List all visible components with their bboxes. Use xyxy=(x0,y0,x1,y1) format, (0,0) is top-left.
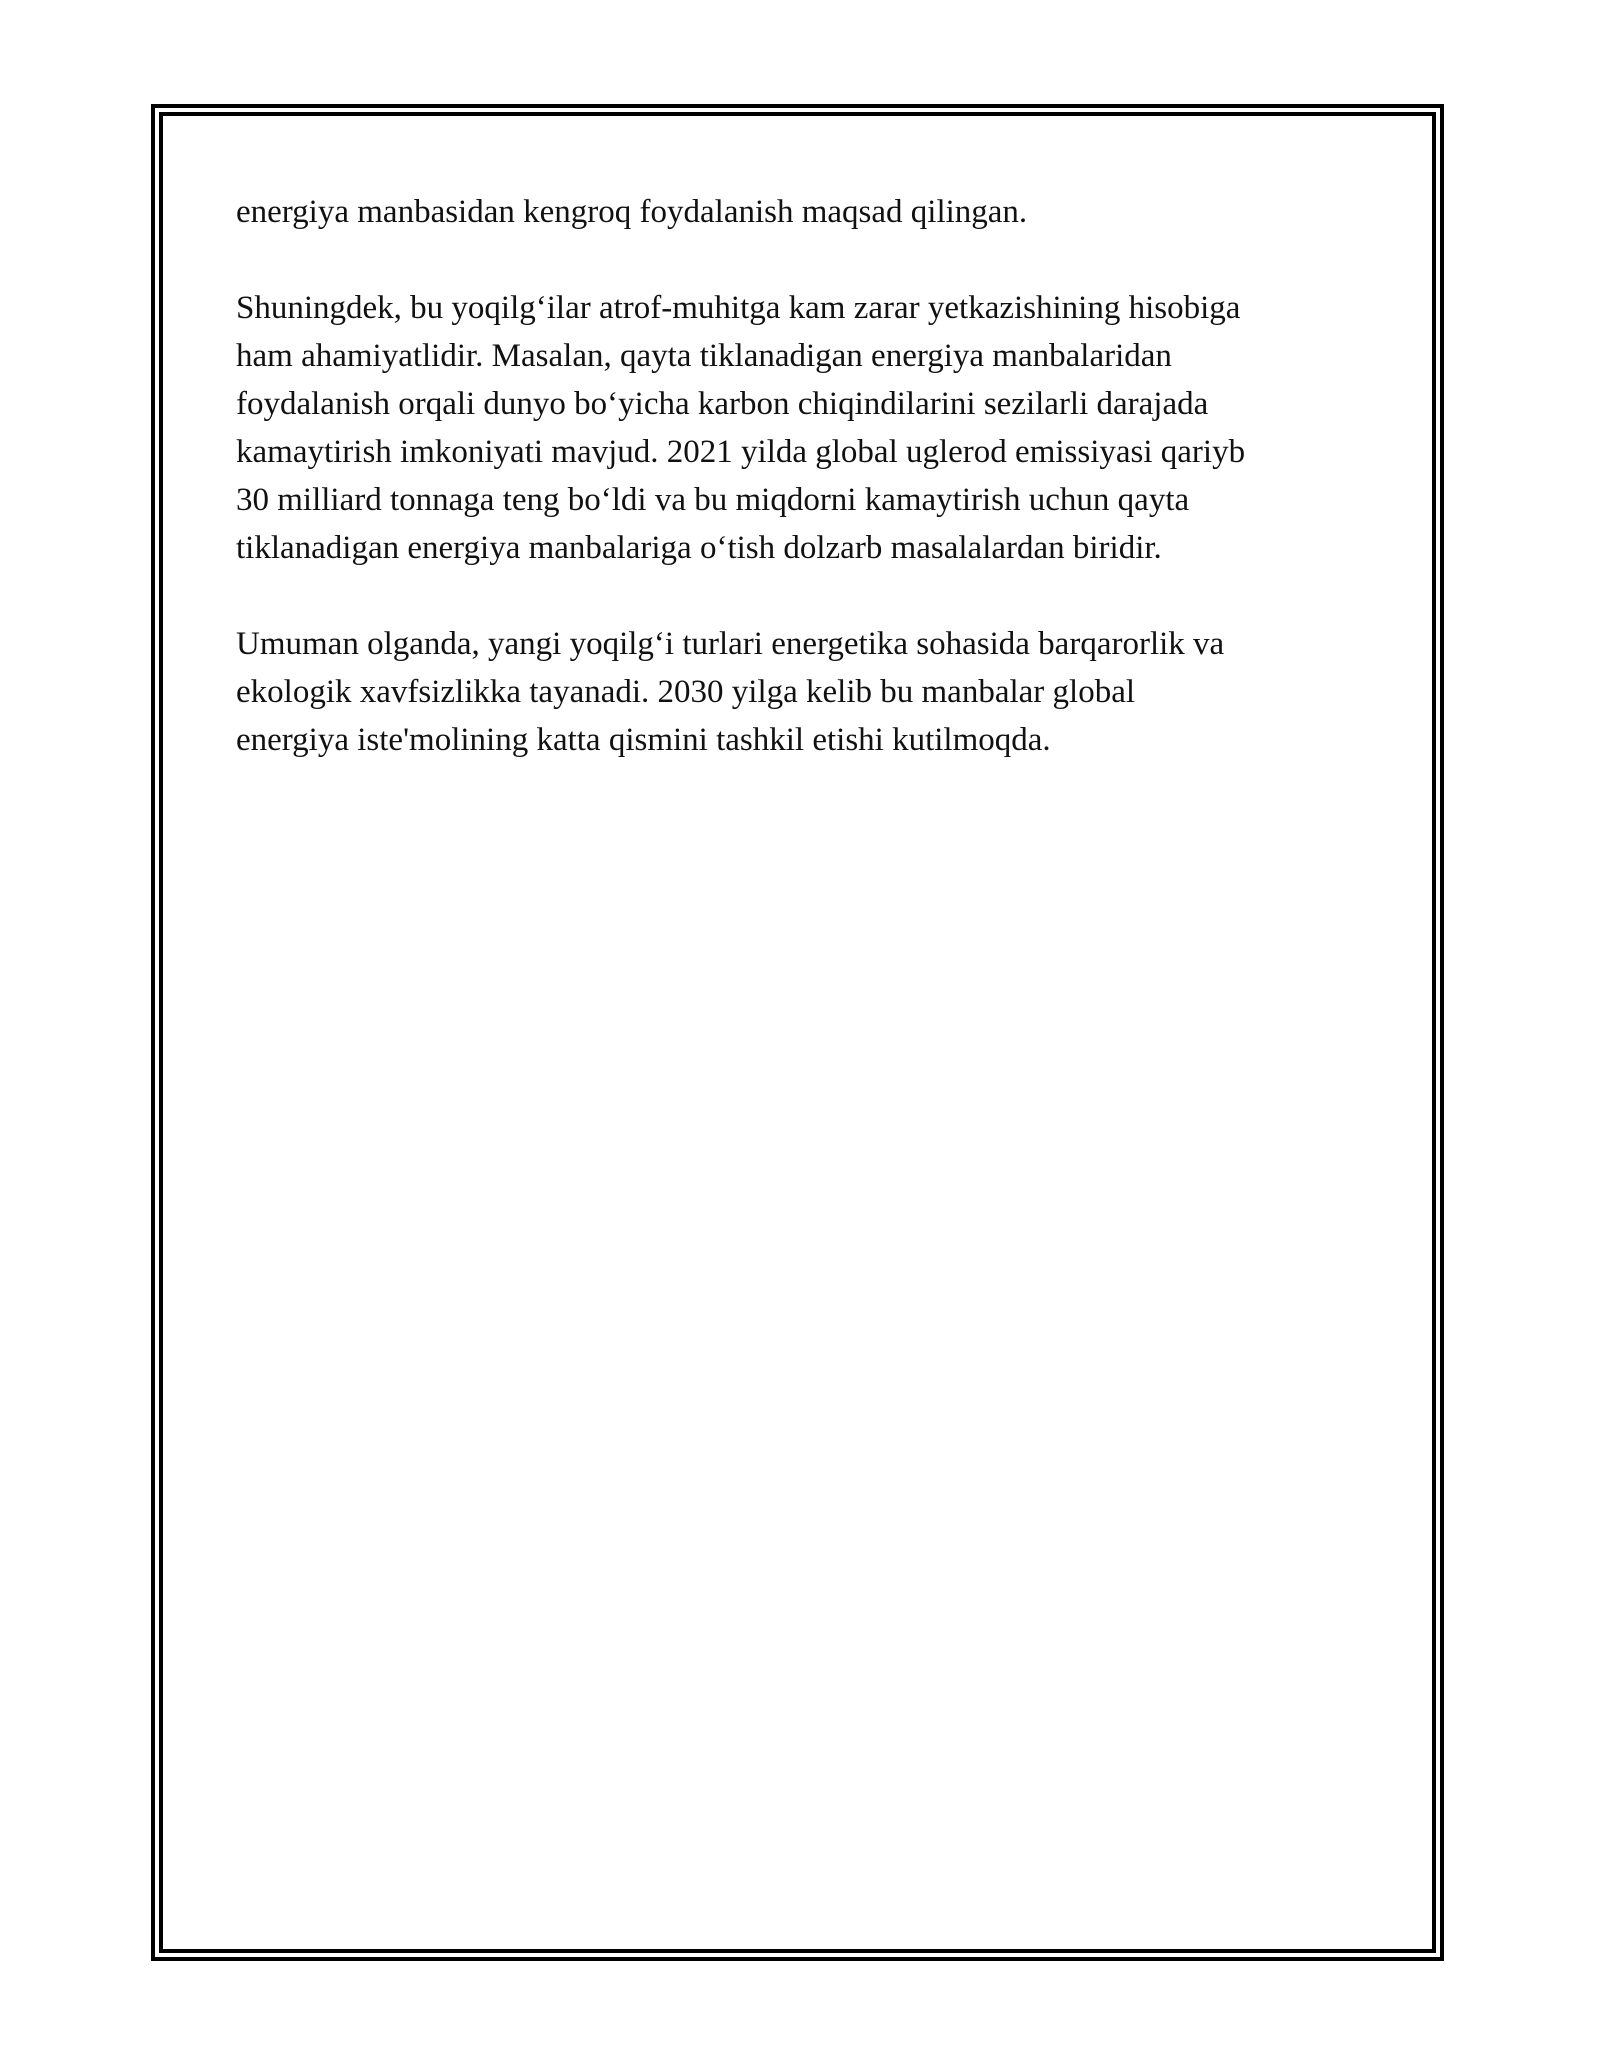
text-line: foydalanish orqali dunyo bo‘yicha karbon chiqindilarini sezilarli darajada xyxy=(236,386,1209,422)
text-line: Umuman olganda, yangi yoqilg‘i turlari energetika sohasida barqarorlik va xyxy=(236,626,1225,662)
paragraph-2 xyxy=(236,284,1366,572)
text-line: energiya manbasidan kengroq foydalanish maqsad qilingan. xyxy=(236,194,1028,230)
paragraph-3 xyxy=(236,620,1366,764)
text-line: tiklanadigan energiya manbalariga o‘tish dolzarb masalalardan biridir. xyxy=(236,530,1162,566)
text-line: 30 milliard tonnaga teng bo‘ldi va bu miqdorni kamaytirish uchun qayta xyxy=(236,482,1190,518)
text-line: Shuningdek, bu yoqilg‘ilar atrof-muhitga kam zarar yetkazishining hisobiga xyxy=(236,290,1241,326)
text-line: ekologik xavfsizlikka tayanadi. 2030 yilga kelib bu manbalar global xyxy=(236,674,1136,710)
text-line: kamaytirish imkoniyati mavjud. 2021 yilda global uglerod emissiyasi qariyb xyxy=(236,434,1246,470)
document-body xyxy=(236,188,1366,812)
text-line: ham ahamiyatlidir. Masalan, qayta tiklanadigan energiya manbalaridan xyxy=(236,338,1172,374)
paragraph-1 xyxy=(236,188,1366,236)
text-line: energiya iste'molining katta qismini tashkil etishi kutilmoqda. xyxy=(236,722,1051,758)
